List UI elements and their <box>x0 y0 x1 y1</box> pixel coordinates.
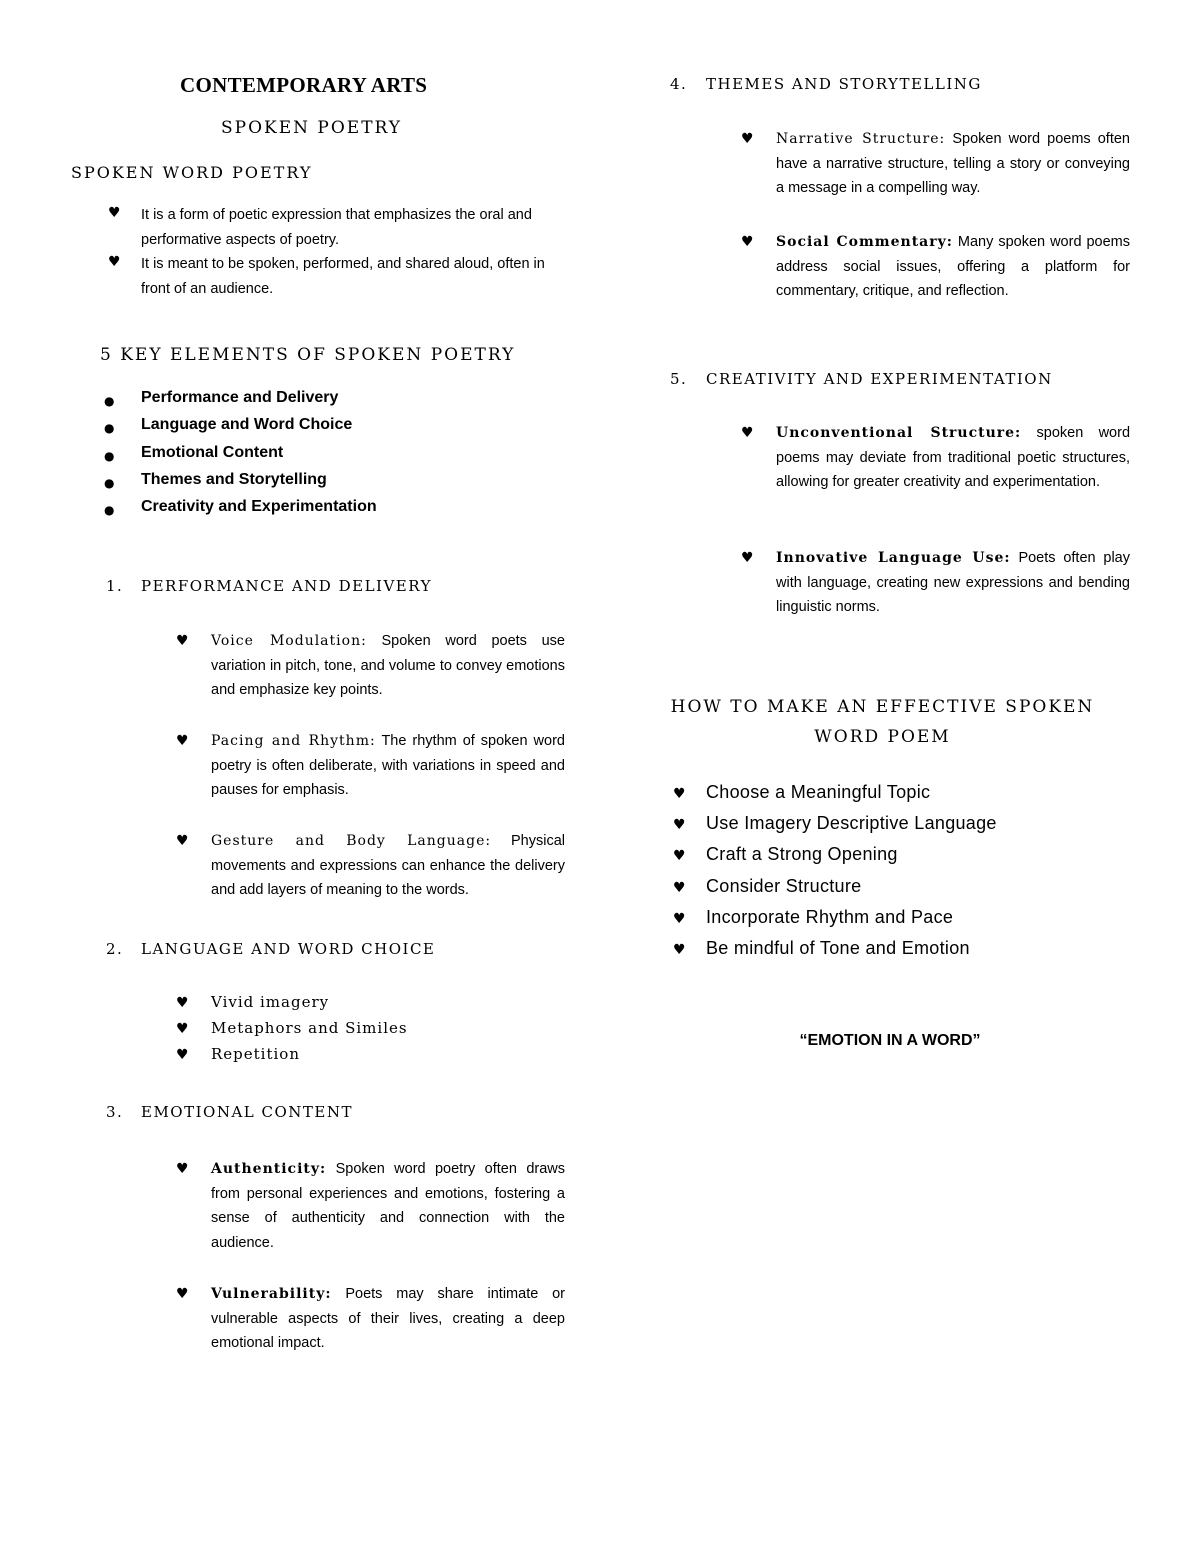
key-element-item: Creativity and Experimentation <box>141 498 377 515</box>
howto-heading-line2: WORD POEM <box>814 727 951 747</box>
heart-icon: ♥ <box>673 848 686 864</box>
page-title: CONTEMPORARY ARTS <box>180 73 428 97</box>
language-item: Repetition <box>211 1045 300 1063</box>
item-term: Narrative Structure: <box>776 131 946 147</box>
language-item: Metaphors and Similes <box>211 1019 408 1037</box>
howto-item: Use Imagery Descriptive Language <box>706 813 997 833</box>
bullet-dot-icon: ● <box>104 476 115 490</box>
section-heading-creativity: CREATIVITY AND EXPERIMENTATION <box>706 370 1053 388</box>
key-element-item: Themes and Storytelling <box>141 471 327 488</box>
bullet-dot-icon: ● <box>104 449 115 463</box>
section-item <box>776 546 1130 620</box>
heart-icon: ♥ <box>176 833 189 849</box>
heart-icon: ♥ <box>176 633 189 649</box>
heart-icon: ♥ <box>741 425 754 441</box>
item-term: Social Commentary: <box>776 234 953 250</box>
heart-icon: ♥ <box>741 131 754 147</box>
item-text: Spoken word poets use variation in pitch, tone, and volume to convey emotions and emphasize key points. <box>211 633 565 698</box>
section-item <box>211 829 565 903</box>
bullet-dot-icon: ● <box>104 503 115 517</box>
item-text: Spoken word poems often have a narrative structure, telling a story or conveying a message in a compelling way. <box>776 131 1130 196</box>
section-item <box>211 629 565 703</box>
item-text: The rhythm of spoken word poetry is often deliberate, with variations in speed and pauses for emphasis. <box>211 733 565 798</box>
howto-item: Be mindful of Tone and Emotion <box>706 938 970 958</box>
heart-icon: ♥ <box>108 205 121 221</box>
section-item <box>776 127 1130 201</box>
bullet-dot-icon: ● <box>104 421 115 435</box>
heart-icon: ♥ <box>176 1161 189 1177</box>
item-term: Vulnerability: <box>211 1286 332 1302</box>
heart-icon: ♥ <box>176 995 189 1011</box>
closing-quote: “EMOTION IN A WORD” <box>799 1032 981 1049</box>
section-item <box>211 729 565 803</box>
item-term: Innovative Language Use: <box>776 550 1011 566</box>
section-number: 1. <box>106 577 124 595</box>
spoken-word-heading: SPOKEN WORD POETRY <box>71 163 313 182</box>
key-element-item: Emotional Content <box>141 444 284 461</box>
bullet-dot-icon: ● <box>104 394 115 408</box>
heart-icon: ♥ <box>673 817 686 833</box>
item-text: Many spoken word poems address social issues, offering a platform for commentary, critique, and reflection. <box>776 234 1131 299</box>
language-item: Vivid imagery <box>211 993 330 1011</box>
heart-icon: ♥ <box>108 254 121 270</box>
item-term: Gesture and Body Language: <box>211 833 492 849</box>
section-heading-themes: THEMES AND STORYTELLING <box>706 75 982 93</box>
item-text: spoken word poems may deviate from traditional poetic structures, allowing for greater creativity and experimentation. <box>776 425 1131 490</box>
item-text: Spoken word poetry often draws from personal experiences and emotions, fostering a sense of authenticity and connection with the audience. <box>211 1161 566 1251</box>
key-element-item: Performance and Delivery <box>141 389 339 406</box>
spoken-word-item: It is meant to be spoken, performed, and shared aloud, often in front of an audience. <box>141 256 545 297</box>
howto-item: Incorporate Rhythm and Pace <box>706 907 954 927</box>
item-term: Pacing and Rhythm: <box>211 733 376 749</box>
item-text: Physical movements and expressions can enhance the delivery and add layers of meaning to the words. <box>211 833 565 898</box>
section-item <box>211 1157 565 1255</box>
section-item <box>211 1282 565 1356</box>
heart-icon: ♥ <box>673 880 686 896</box>
heart-icon: ♥ <box>673 942 686 958</box>
item-term: Authenticity: <box>211 1161 327 1177</box>
heart-icon: ♥ <box>176 733 189 749</box>
item-term: Voice Modulation: <box>211 633 367 649</box>
section-heading-language: LANGUAGE AND WORD CHOICE <box>141 940 436 958</box>
heart-icon: ♥ <box>741 550 754 566</box>
howto-item: Choose a Meaningful Topic <box>706 782 931 802</box>
heart-icon: ♥ <box>673 911 686 927</box>
section-heading-emotional: EMOTIONAL CONTENT <box>141 1103 354 1121</box>
item-term: Unconventional Structure: <box>776 425 1022 441</box>
section-heading-performance: PERFORMANCE AND DELIVERY <box>141 577 432 595</box>
page-subtitle: SPOKEN POETRY <box>221 118 403 138</box>
heart-icon: ♥ <box>673 786 686 802</box>
section-number: 3. <box>106 1103 124 1121</box>
heart-icon: ♥ <box>176 1021 189 1037</box>
spoken-word-item: It is a form of poetic expression that emphasizes the oral and performative aspects of poetry. <box>141 207 532 248</box>
heart-icon: ♥ <box>176 1286 189 1302</box>
section-number: 2. <box>106 940 124 958</box>
item-text: Poets often play with language, creating new expressions and bending linguistic norms. <box>776 550 1130 615</box>
howto-item: Craft a Strong Opening <box>706 844 898 864</box>
item-text: Poets may share intimate or vulnerable aspects of their lives, creating a deep emotional impact. <box>211 1286 566 1351</box>
key-element-item: Language and Word Choice <box>141 416 353 433</box>
section-item <box>776 230 1130 304</box>
heart-icon: ♥ <box>741 234 754 250</box>
section-number: 4. <box>670 75 688 93</box>
key-elements-heading: 5 KEY ELEMENTS OF SPOKEN POETRY <box>100 345 516 365</box>
howto-heading: HOW TO MAKE AN EFFECTIVE SPOKEN <box>670 697 1095 717</box>
section-item <box>776 421 1130 495</box>
howto-item: Consider Structure <box>706 876 862 896</box>
section-number: 5. <box>670 370 688 388</box>
heart-icon: ♥ <box>176 1047 189 1063</box>
